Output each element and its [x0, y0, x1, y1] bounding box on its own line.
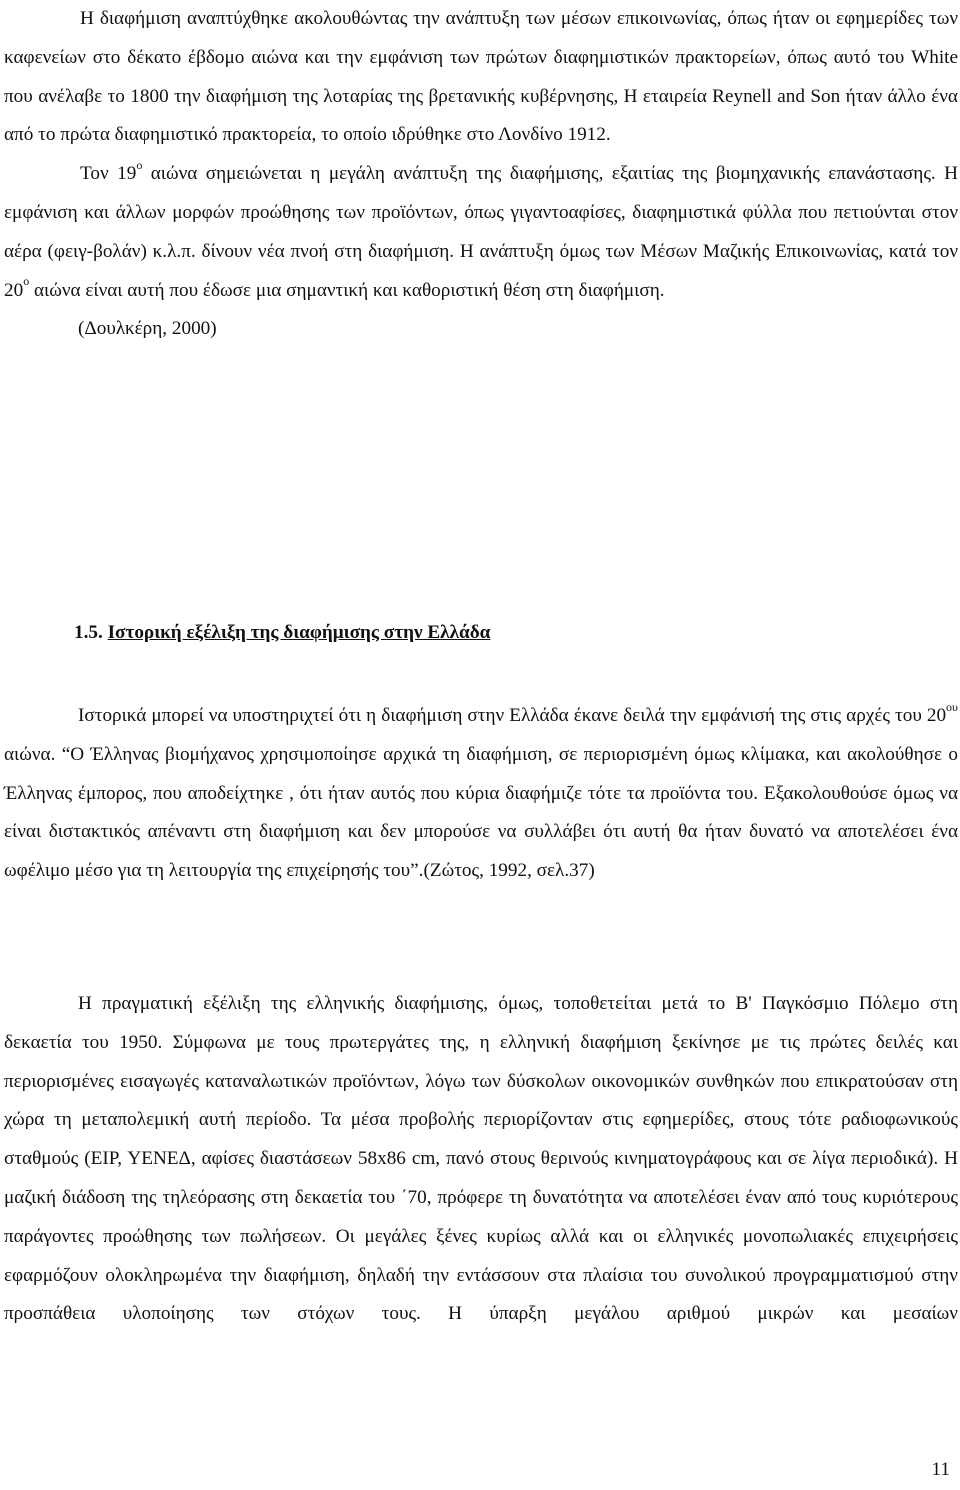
section-history-worldwide [4, 0, 958, 349]
paragraph-origins: Η διαφήμιση αναπτύχθηκε ακολουθώντας την ανάπτυξη των μέσων επικοινωνίας, όπως ήταν οι εφημερίδες των καφενείων στο δέκατο έβδομο αιώνα και την εμφάνιση των πρώτων διαφημιστικών πρακτορείων, όπως αυτό του White που ανέλαβε το 1800 την διαφήμιση της λοταρίας της βρετανικής κυβέρνησης, Η εταιρεία Reynell and Son ήταν άλλο ένα από το πρώτα διαφημιστικό πρακτορεία, το οποίο ιδρύθηκε στο Λονδίνο 1912. [4, 8, 958, 146]
paragraph-postwar-development: Η πραγματική εξέλιξη της ελληνικής διαφήμισης, όμως, τοποθετείται μετά το Β' Παγκόσμιο Πόλεμο στη δεκαετία του 1950. Σύμφωνα με τους πρωτεργάτες της, η ελληνική διαφήμιση ξεκίνησε με τις πρώτες δειλές και περιορισμένες εισαγωγές καταναλωτικών προϊόντων, λόγω των δύσκολων οικονομικών συνθηκών που επικρατούσαν στη χώρα τη μεταπολεμική αυτή περίοδο. Τα μέσα προβολής περιορίζονταν στις εφημερίδες, στους τότε ραδιοφωνικούς σταθμούς (ΕΙΡ, ΥΕΝΕΔ, αφίσες διαστάσεων 58x86 cm, πανό στους θερινούς κινηματογράφους και σε λίγα περιοδικά). Η μαζική διάδοση της τηλεόρασης στη δεκαετία του ΄70, πρόφερε τη δυνατότητα να αποτελέσει έναν από τους κυριότερους παράγοντες προώθησης των πωλήσεων. Οι μεγάλες ξένες κυρίως αλλά και οι ελληνικές μονοπωλιακές επιχειρήσεις εφαρμόζουν ολοκληρωμένα την διαφήμιση, δηλαδή την εντάσσουν στα πλαίσια του συνολικού προγραμματισμού στην προσπάθεια υλοποίησης των στόχων τους. Η ύπαρξη μεγάλου αριθμού μικρών και μεσαίων [4, 993, 958, 1325]
section-title: Ιστορική εξέλιξη της διαφήμισης στην Ελλάδα [107, 622, 491, 643]
section-number: 1.5. [74, 622, 103, 643]
section-history-greece [4, 697, 958, 891]
superscript-ordinal: ο [23, 274, 30, 289]
citation: (Δουλκέρη, 2000) [78, 318, 217, 340]
section-postwar [4, 985, 958, 1334]
page-number: 11 [931, 1459, 950, 1480]
paragraph-19th-century: Τον $19^o$ αιώνα σημειώνεται η μεγάλη ανάπτυξη της διαφήμισης, εξαιτίας της βιομηχανικής επανάστασης. Η εμφάνιση και άλλων μορφών προώθησης των προϊόντων, όπως γιγαντοαφίσες, διαφημιστικά φύλλα που πετιούνται στον αέρα (φειγ-βολάν) κ.λ.π. δίνουν νέα πνοή στη διαφήμιση. Η ανάπτυξη όμως των Μέσων Μαζικής Επικοινωνίας, κατά τον $20^o$ αιώνα είναι αυτή που έδωσε μια σημαντική και καθοριστική θέση στη διαφήμιση. [4, 157, 959, 301]
superscript-ordinal: ου [946, 699, 958, 714]
paragraph-greek-beginnings: Ιστορικά μπορεί να υποστηριχτεί ότι η διαφήμιση στην Ελλάδα έκανε δειλά την εμφάνισή της στις αρχές του $20^{o\upsilon}$ αιώνα. “Ο Έλληνας βιομήχανος χρησιμοποίησε αρχικά τη διαφήμιση, σε περιορισμένη όμως κλίμακα, και ακολούθησε ο Έλληνας έμπορος, που αποδείχτηκε , ότι ήταν αυτός που κύρια διαφήμιζε τότε τα προϊόντα του. Εξακολουθούσε όμως να είναι διστακτικός απέναντι στη διαφήμιση και δεν μπορούσε να συλλάβει ότι αυτή θα ήταν δυνατό να αποτελέσει ένα ωφέλιμο μέσο για τη λειτουργία της επιχείρησής του”.(Ζώτος, 1992, σελ.37) [4, 699, 958, 882]
superscript-ordinal: ο [136, 157, 143, 172]
section-heading [74, 614, 490, 652]
